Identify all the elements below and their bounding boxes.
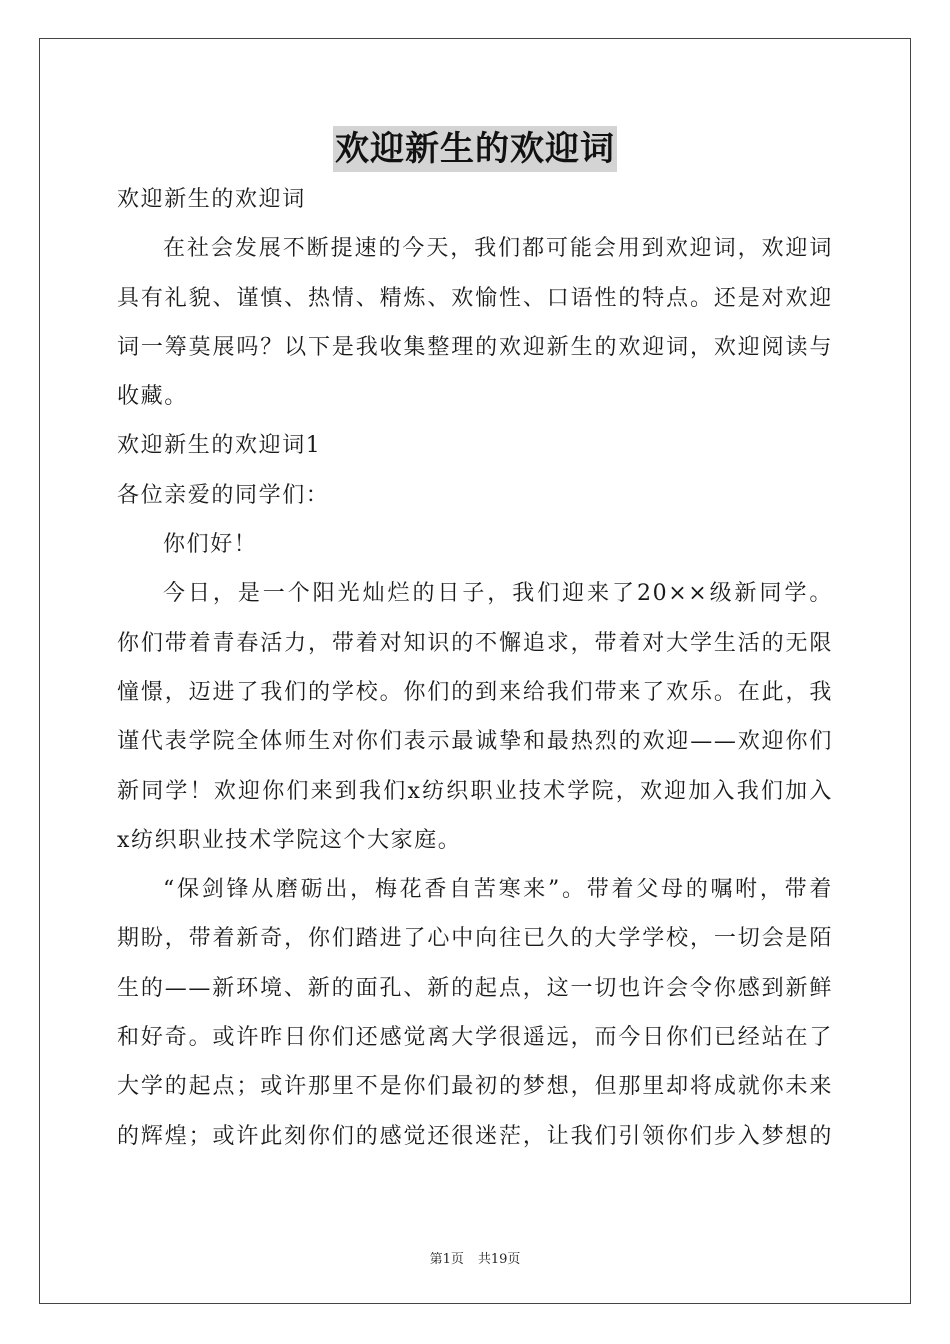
paragraph-line: 憧憬，迈进了我们的学校。你们的到来给我们带来了欢乐。在此，我 [117, 679, 833, 705]
page-footer [0, 1248, 950, 1267]
salutation-line: 各位亲爱的同学们： [117, 482, 330, 508]
paragraph-line: x纺织职业技术学院这个大家庭。 [117, 827, 462, 853]
paragraph-line: 今日，是一个阳光灿烂的日子，我们迎来了20××级新同学。 [163, 581, 833, 607]
paragraph-line: 你们带着青春活力，带着对知识的不懈追求，带着对大学生活的无限 [117, 630, 833, 656]
page-total: 共19页 [477, 1252, 521, 1267]
paragraph-line: 新同学！欢迎你们来到我们x纺织职业技术学院，欢迎加入我们加入 [117, 778, 833, 804]
paragraph-line: 期盼，带着新奇，你们踏进了心中向往已久的大学学校，一切会是陌 [117, 926, 833, 952]
greeting-line: 你们好！ [163, 532, 258, 558]
paragraph-line: 生的——新环境、新的面孔、新的起点，这一切也许会令你感到新鲜 [117, 975, 833, 1001]
paragraph-line: 收藏。 [117, 384, 188, 410]
paragraph-line: “保剑锋从磨砺出，梅花香自苦寒来”。带着父母的嘱咐，带着 [163, 877, 833, 903]
title-wrapper [0, 126, 950, 172]
heading-line: 欢迎新生的欢迎词 [117, 187, 306, 212]
page-title: 欢迎新生的欢迎词 [333, 126, 617, 172]
paragraph-line: 具有礼貌、谨慎、热情、精炼、欢愉性、口语性的特点。还是对欢迎 [117, 285, 833, 311]
paragraph-line: 谨代表学院全体师生对你们表示最诚挚和最热烈的欢迎——欢迎你们 [117, 729, 833, 755]
document-body [117, 175, 833, 1161]
page-number: 第1页 [429, 1252, 464, 1267]
paragraph-line: 和好奇。或许昨日你们还感觉离大学很遥远，而今日你们已经站在了 [117, 1025, 833, 1051]
paragraph-line: 词一筹莫展吗？以下是我收集整理的欢迎新生的欢迎词，欢迎阅读与 [117, 334, 833, 360]
paragraph-line: 在社会发展不断提速的今天，我们都可能会用到欢迎词，欢迎词 [163, 236, 833, 262]
paragraph-line: 大学的起点；或许那里不是你们最初的梦想，但那里却将成就你未来 [117, 1074, 833, 1100]
section-heading: 欢迎新生的欢迎词1 [117, 433, 322, 459]
paragraph-line: 的辉煌；或许此刻你们的感觉还很迷茫，让我们引领你们步入梦想的 [117, 1123, 833, 1149]
